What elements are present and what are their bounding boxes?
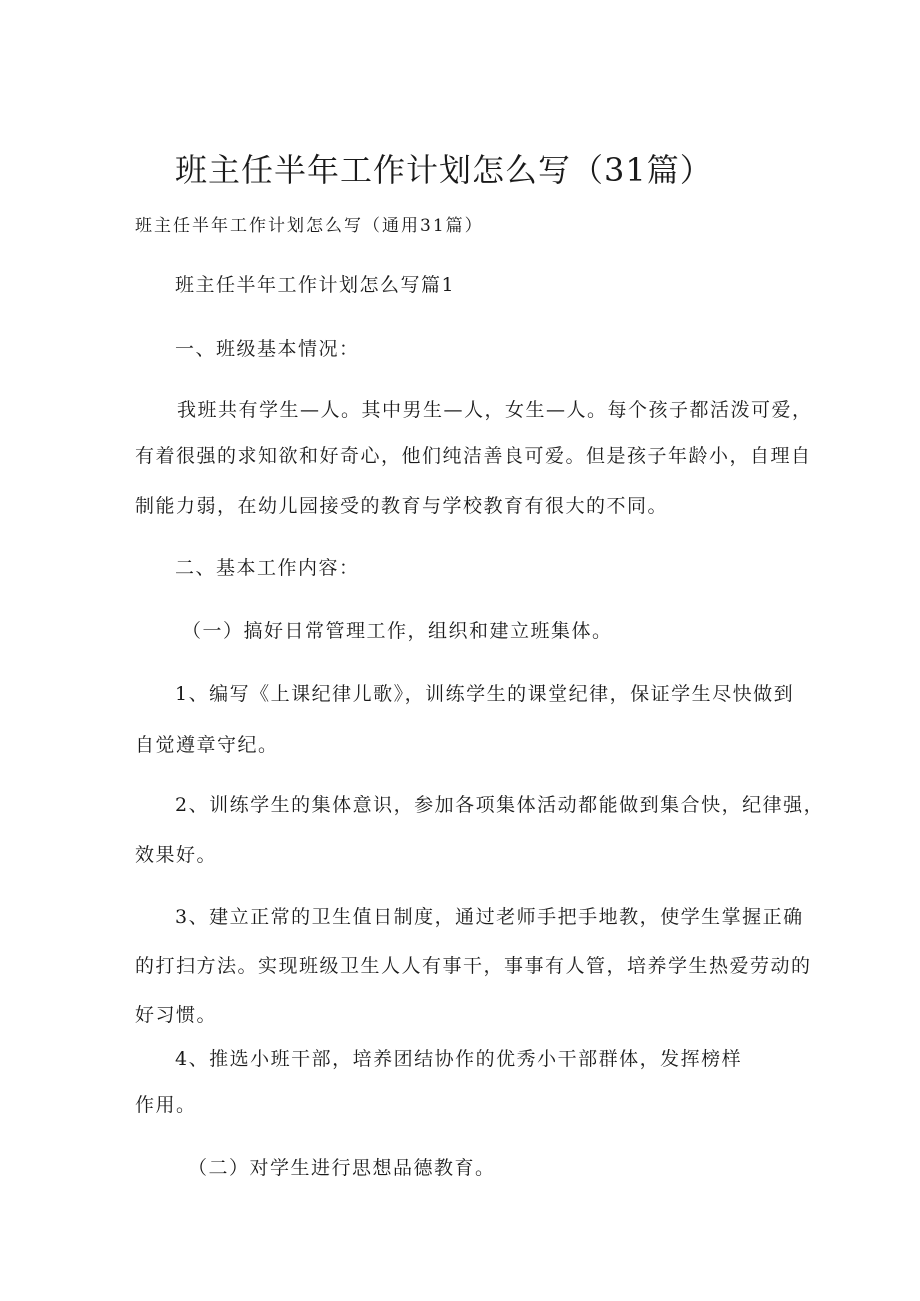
- subheading-daily-management: （一）搞好日常管理工作，组织和建立班集体。: [182, 620, 613, 642]
- paragraph-line: 有着很强的求知欲和好奇心，他们纯洁善良可爱。但是孩子年龄小，自理自: [135, 445, 812, 467]
- document-subtitle: 班主任半年工作计划怎么写（通用31篇）: [135, 216, 484, 236]
- section-heading: 班主任半年工作计划怎么写篇1: [175, 274, 456, 296]
- list-item-line: 效果好。: [135, 844, 218, 866]
- list-item-line: 好习惯。: [135, 1004, 218, 1026]
- list-item-line: 2、训练学生的集体意识，参加各项集体活动都能做到集合快，纪律强，: [175, 794, 825, 816]
- list-item-line: 4、推选小班干部，培养团结协作的优秀小干部群体，发挥榜样: [175, 1048, 743, 1070]
- list-item-line: 的打扫方法。实现班级卫生人人有事干，事事有人管，培养学生热爱劳动的: [135, 955, 812, 977]
- list-item-line: 1、编写《上课纪律儿歌》，训练学生的课堂纪律，保证学生尽快做到: [175, 683, 795, 705]
- list-item-line: 自觉遵章守纪。: [135, 734, 279, 756]
- paragraph-line: 我班共有学生—人。其中男生—人，女生—人。每个孩子都活泼可爱，: [177, 399, 813, 421]
- document-title: 班主任半年工作计划怎么写（31篇）: [175, 151, 713, 189]
- list-item-line: 作用。: [135, 1094, 197, 1116]
- heading-work-content: 二、基本工作内容：: [175, 557, 360, 579]
- heading-basic-situation: 一、班级基本情况：: [175, 338, 360, 360]
- list-item-line: 3、建立正常的卫生值日制度，通过老师手把手地教，使学生掌握正确: [175, 906, 804, 928]
- paragraph-line: 制能力弱，在幼儿园接受的教育与学校教育有很大的不同。: [135, 495, 669, 517]
- subheading-moral-education: （二）对学生进行思想品德教育。: [188, 1157, 496, 1179]
